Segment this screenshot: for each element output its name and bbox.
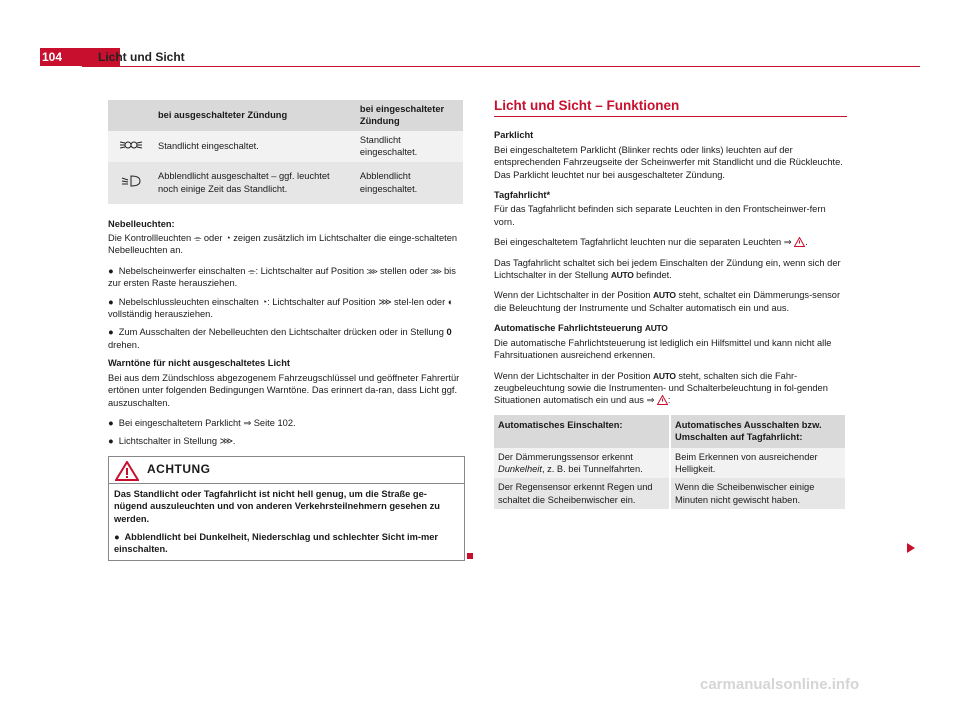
cell-on: Abblendlicht eingeschaltet.: [356, 162, 463, 204]
cell-off: Standlicht eingeschaltet.: [154, 131, 356, 162]
achtung-header: [109, 457, 464, 484]
auto-heading: [494, 322, 847, 334]
text: , z. B. bei Tunnelfahrten.: [541, 463, 643, 474]
text: steht, schalten sich die Fahr-zeugbeleuchtung sowie die Instrumenten- und Schalterbeleuchtung in fol-genden Situationen automatisch ein und aus ⇒: [494, 370, 828, 406]
list-item: ● Lichtschalter in Stellung ⋙.: [108, 436, 236, 447]
fog-paragraph: [108, 232, 463, 257]
tagfahrlicht-text: [494, 289, 847, 314]
list-item: ● Bei eingeschaltetem Parklicht ⇒ Seite 102.: [108, 417, 296, 428]
tagfahrlicht-text: Bei eingeschaltetem Tagfahrlicht leuchten nur die separaten Leuchten ⇒ .: [494, 237, 808, 248]
parking-light-icon: [108, 131, 154, 162]
section-rule: [494, 116, 847, 117]
achtung-title: ACHTUNG: [147, 461, 211, 476]
position-zero: 0: [446, 327, 452, 338]
auto-light-table: [494, 415, 847, 509]
fog-heading: Nebelleuchten:: [108, 218, 175, 229]
table-row: [108, 162, 463, 204]
right-column: [494, 100, 847, 509]
warning-icon[interactable]: [657, 395, 668, 405]
page-link[interactable]: Bei eingeschaltetem Parklicht ⇒ Seite 102.: [118, 417, 296, 428]
light-status-table: [108, 100, 463, 204]
text: oder: [203, 233, 223, 244]
cell-off: Beim Erkennen von ausreichender Helligkeit.: [670, 448, 846, 479]
text: Zum Ausschalten der Nebelleuchten den Lichtschalter drücken oder in Stellung: [118, 327, 444, 338]
continue-arrow-icon: [907, 543, 915, 553]
table-header-off: Automatisches Ausschalten bzw. Umschalten auf Tagfahrlicht:: [670, 415, 846, 448]
section-end-mark: [467, 553, 473, 559]
text: Nebelscheinwerfer einschalten: [118, 265, 246, 276]
page-number: 104: [42, 50, 63, 64]
fog-light-icon: ⌯: [193, 233, 202, 244]
list-item: ● Abblendlicht bei Dunkelheit, Niederschlag und schlechter Sicht im-mer einschalten.: [114, 531, 439, 555]
table-row: [494, 448, 846, 479]
text: Bei eingeschaltetem Tagfahrlicht leuchten nur die separaten Leuchten ⇒: [494, 237, 792, 248]
text: : Lichtschalter auf Position: [255, 265, 364, 276]
tagfahrlicht-text: Für das Tagfahrlicht befinden sich separate Leuchten in den Frontscheinwer-fern vorn.: [494, 204, 826, 227]
text: Die Kontrollleuchten: [108, 233, 192, 244]
section-title: Licht und Sicht – Funktionen: [494, 98, 680, 113]
text: Das Tagfahrlicht schaltet sich bei jedem Einschalten der Zündung ein, wenn sich der Lichtschalter in der Stellung: [494, 257, 841, 281]
text: bis zur ersten Raste herausziehen.: [108, 265, 456, 289]
text: zeigen zusätzlich im Lichtschalter die einge-schalteten Nebelleuchten an.: [108, 233, 458, 256]
low-beam-icon: [108, 162, 154, 204]
parklicht-heading: Parklicht: [494, 130, 534, 141]
cell-off: Wenn die Scheibenwischer einige Minuten nicht gewischt haben.: [670, 478, 846, 509]
auto-position: AUTO: [644, 323, 668, 334]
auto-position: AUTO: [653, 370, 676, 381]
running-title: Licht und Sicht: [98, 50, 185, 64]
text: Dunkelheit: [498, 463, 542, 474]
text: Nebelschlussleuchten einschalten: [118, 296, 259, 307]
warn-paragraph: Bei aus dem Zündschloss abgezogenem Fahrzeugschlüssel und geöffneter Fahrertür ertönen unter folgenden Bedingungen Warntöne. Das erinnert da-ran, dass Licht ggf. auszuschalten.: [108, 372, 460, 408]
text: Der Dämmerungssensor erkennt: [498, 451, 633, 462]
list-item: ● Nebelschlussleuchten einschalten ◔: Lichtschalter auf Position ⋙ stel-len oder ◐ vollständig herausziehen.: [108, 296, 454, 320]
tagfahrlicht-heading: Tagfahrlicht*: [494, 190, 551, 201]
cell-on: Der Regensensor erkennt Regen und schaltet die Scheibenwischer ein.: [494, 478, 670, 509]
warn-heading: Warntöne für nicht ausgeschaltetes Licht: [108, 358, 291, 369]
list-item: ● Nebelscheinwerfer einschalten ⌯: Lichtschalter auf Position ⋙ stellen oder ⋙ bis zur ersten Raste herausziehen.: [108, 265, 456, 289]
achtung-text: Das Standlicht oder Tagfahrlicht ist nicht hell genug, um die Straße ge-nügend auszuleuchten und von anderen Verkehrsteilnehmern gesehen zu werden.: [114, 488, 440, 524]
header-rule: [82, 66, 920, 67]
tagfahrlicht-text: [494, 257, 847, 282]
table-row: [108, 131, 463, 162]
switch-position-icon: ⋙: [378, 296, 392, 307]
table-header-on: Automatisches Einschalten:: [494, 415, 670, 448]
text: Lichtschalter in Stellung: [118, 436, 217, 447]
table-header-on: bei eingeschalteter Zündung: [356, 100, 463, 131]
switch-position-icon: ⋙: [430, 265, 442, 276]
warning-icon: [115, 461, 139, 481]
fog-light-icon: ⌯: [248, 265, 256, 276]
auto-text: Wenn der Lichtschalter in der Position AUTO steht, schalten sich die Fahr-zeugbeleuchtung sowie die Instrumenten- und Schalterbeleuchtung in fol-genden Situationen automatisch ein und aus ⇒ :: [494, 370, 828, 406]
text: Automatische Fahrlichtsteuerung: [494, 323, 643, 334]
switch-position-icon: ⋙: [366, 265, 378, 276]
auto-position: AUTO: [653, 290, 676, 301]
table-row: [494, 478, 846, 509]
text: befindet.: [636, 270, 672, 281]
watermark: carmanualsonline.info: [700, 676, 860, 693]
text: stellen oder: [379, 265, 429, 276]
text: stel-len oder: [394, 296, 446, 307]
auto-text: Die automatische Fahrlichtsteuerung ist lediglich ein Hilfsmittel und kann nicht alle Fahrsituationen ausreichend erkennen.: [494, 337, 832, 361]
cell-off: Abblendlicht ausgeschaltet – ggf. leuchtet noch einige Zeit das Standlicht.: [154, 162, 356, 204]
left-column: [108, 100, 463, 561]
achtung-box: [108, 456, 465, 561]
switch-position-icon: ⋙: [219, 436, 233, 447]
text: steht, schaltet ein Dämmerungs-sensor die Beleuchtung der Instrumente und Schalter automatisch ein und aus.: [494, 290, 841, 313]
text: Abblendlicht bei Dunkelheit, Niederschlag und schlechter Sicht im-mer einschalten.: [114, 531, 439, 555]
cell-on: [494, 448, 670, 479]
text: vollständig herausziehen.: [108, 309, 213, 320]
cell-on: Standlicht eingeschaltet.: [356, 131, 463, 162]
low-beam-icon: ◐: [447, 296, 454, 307]
text: Wenn der Lichtschalter in der Position: [494, 290, 651, 301]
rear-fog-light-icon: ◔: [225, 233, 231, 244]
rear-fog-light-icon: ◔: [261, 296, 268, 307]
achtung-body: [109, 484, 464, 560]
warning-icon[interactable]: [794, 237, 805, 247]
auto-position: AUTO: [610, 270, 634, 281]
text: drehen.: [108, 339, 140, 350]
text: Wenn der Lichtschalter in der Position: [494, 370, 651, 381]
text: : Lichtschalter auf Position: [267, 296, 376, 307]
list-item: ● Zum Ausschalten der Nebelleuchten den Lichtschalter drücken oder in Stellung 0 drehen.: [108, 327, 452, 350]
table-header-empty: [108, 100, 154, 131]
table-header-off: bei ausgeschalteter Zündung: [154, 100, 356, 131]
parklicht-text: Bei eingeschaltetem Parklicht (Blinker rechts oder links) leuchten auf der entsprechenden Fahrzeugseite der Scheinwerfer mit Standlicht und die Rückleuchte. Das Parklicht leuchtet nur bei ausgeschalteter Zündung.: [494, 144, 843, 180]
